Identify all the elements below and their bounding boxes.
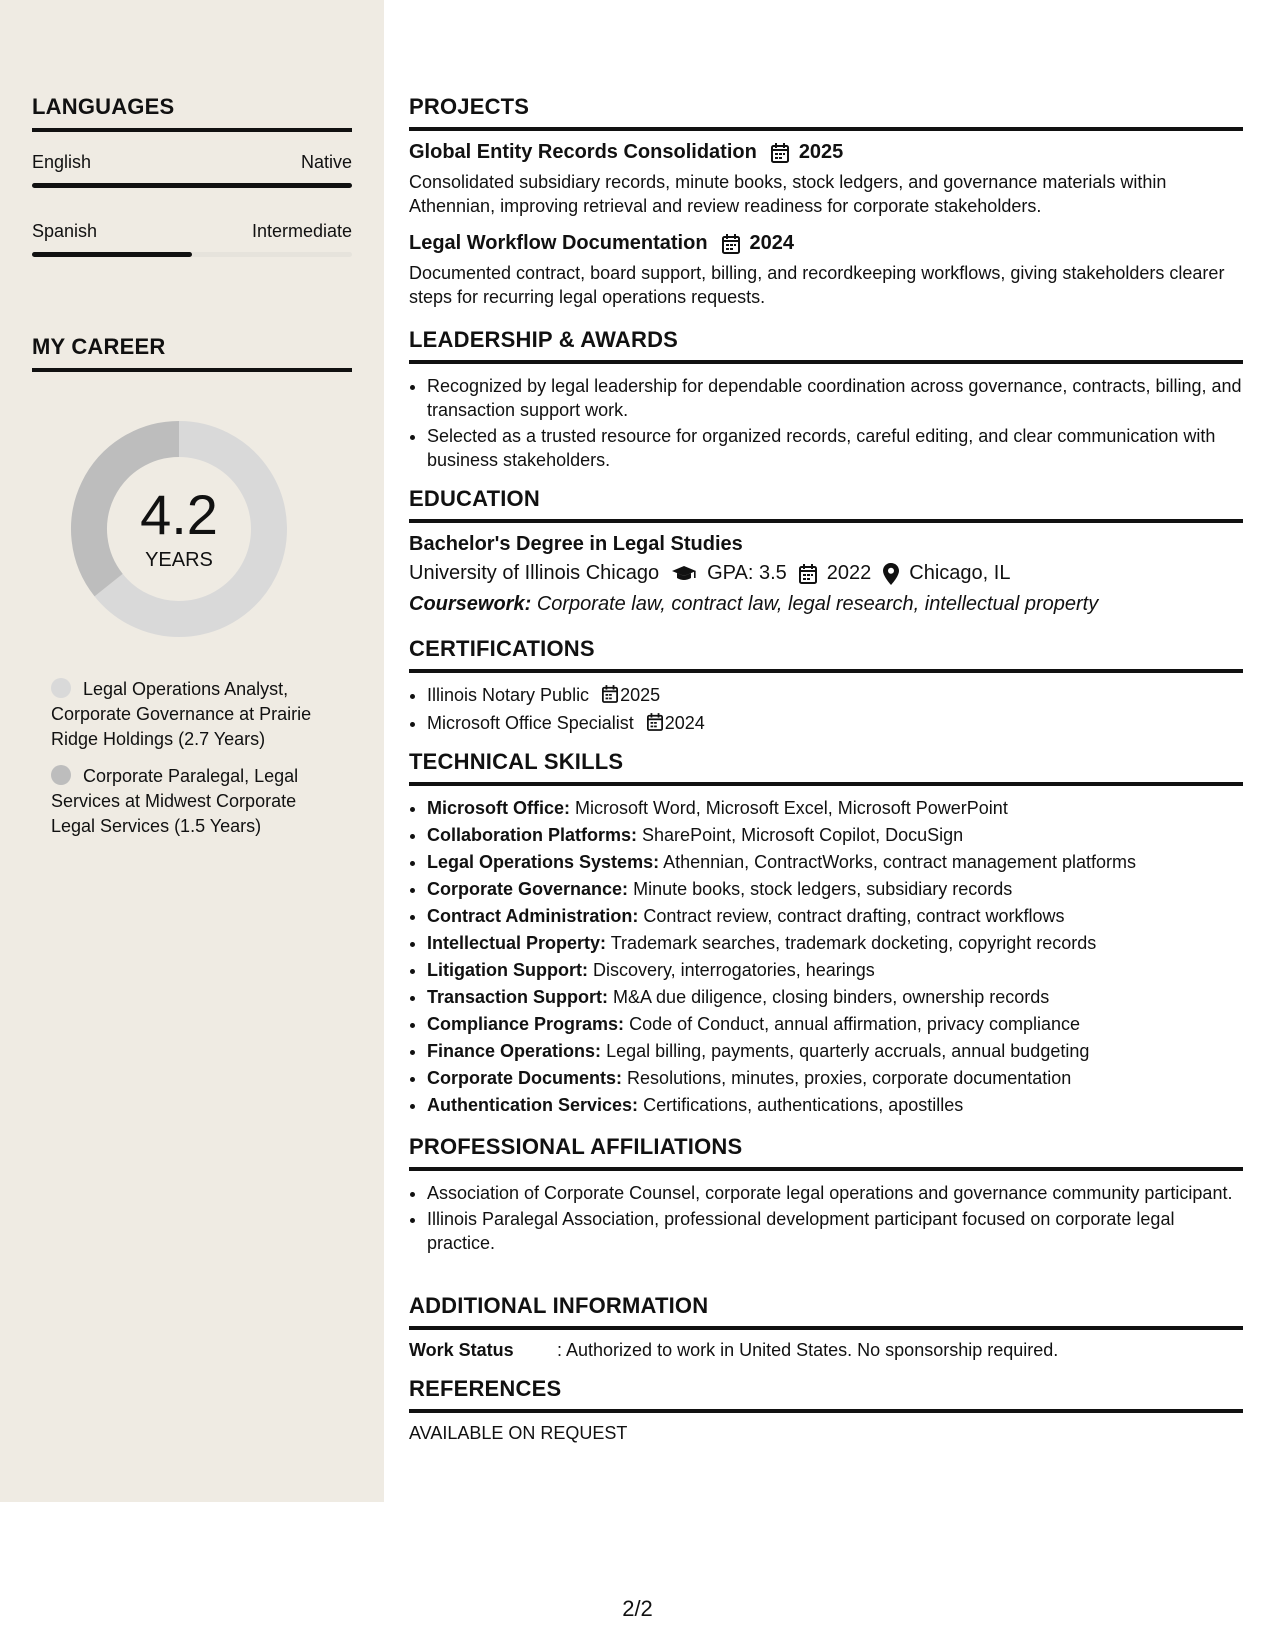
certification-year: 2024 bbox=[664, 713, 705, 733]
language-bar bbox=[32, 252, 352, 257]
location: Chicago, IL bbox=[909, 562, 1011, 584]
language-bar bbox=[32, 183, 352, 188]
language-item bbox=[32, 221, 352, 257]
skill-value: Contract review, contract drafting, contract workflows bbox=[643, 906, 1065, 926]
skill-label: Corporate Documents: bbox=[427, 1068, 623, 1088]
gpa: GPA: 3.5 bbox=[707, 562, 787, 584]
skill-label: Finance Operations: bbox=[427, 1041, 602, 1061]
career-item-text: Legal Operations Analyst, Corporate Governance at Prairie Ridge Holdings (2.7 Years) bbox=[51, 679, 312, 749]
location-pin-icon bbox=[883, 563, 899, 585]
skill-item bbox=[427, 850, 1243, 875]
list-item: • Selected as a trusted resource for organized records, careful editing, and clear communication with business stakeholders. bbox=[427, 424, 1243, 472]
project-description: Documented contract, board support, billing, and recordkeeping workflows, giving stakeholders clearer steps for recurring legal operations requests. bbox=[409, 263, 1225, 307]
affiliations-section bbox=[409, 1134, 1243, 1257]
calendar-icon bbox=[799, 564, 817, 584]
education-details bbox=[409, 562, 1243, 585]
work-status-row bbox=[409, 1340, 1243, 1361]
calendar-icon bbox=[602, 685, 618, 703]
graduation-year: 2022 bbox=[826, 562, 872, 584]
skill-value: Minute books, stock ledgers, subsidiary records bbox=[633, 879, 1013, 899]
skill-label: Legal Operations Systems: bbox=[427, 852, 660, 872]
skill-label: Intellectual Property: bbox=[427, 933, 607, 953]
skill-value: Microsoft Word, Microsoft Excel, Microsoft PowerPoint bbox=[575, 798, 1008, 818]
skill-value: Code of Conduct, annual affirmation, privacy compliance bbox=[629, 1014, 1080, 1034]
skills-list bbox=[409, 796, 1243, 1118]
certification-item bbox=[427, 683, 1243, 707]
skill-value: Legal billing, payments, quarterly accruals, annual budgeting bbox=[606, 1041, 1090, 1061]
section-heading: TECHNICAL SKILLS bbox=[409, 749, 1243, 786]
references-section bbox=[409, 1376, 1243, 1444]
section-heading: ADDITIONAL INFORMATION bbox=[409, 1293, 1243, 1330]
skill-item bbox=[427, 958, 1243, 983]
career-heading: MY CAREER bbox=[32, 334, 352, 372]
career-donut-chart bbox=[66, 416, 292, 642]
certification-year: 2025 bbox=[620, 685, 661, 705]
skill-value: Certifications, authentications, apostilles bbox=[643, 1095, 964, 1115]
section-heading: PROFESSIONAL AFFILIATIONS bbox=[409, 1134, 1243, 1171]
list-item: • Illinois Paralegal Association, professional development participant focused on corporate legal practice. bbox=[427, 1207, 1243, 1255]
skill-label: Collaboration Platforms: bbox=[427, 825, 638, 845]
section-heading: PROJECTS bbox=[409, 94, 1243, 131]
career-years-label: YEARS bbox=[145, 549, 213, 571]
project-name: Global Entity Records Consolidation bbox=[409, 141, 757, 163]
calendar-icon bbox=[722, 234, 740, 254]
skill-item bbox=[427, 796, 1243, 821]
skill-label: Transaction Support: bbox=[427, 987, 609, 1007]
skill-item bbox=[427, 823, 1243, 848]
skill-item bbox=[427, 1012, 1243, 1037]
calendar-icon bbox=[647, 713, 663, 731]
work-status-label: Work Status bbox=[409, 1340, 514, 1360]
career-years-value: 4.2 bbox=[140, 483, 218, 546]
career-item bbox=[51, 764, 341, 839]
languages-heading: LANGUAGES bbox=[32, 94, 352, 132]
project-description: Consolidated subsidiary records, minute books, stock ledgers, and governance materials within Athennian, improving retrieval and review readiness for corporate stakeholders. bbox=[409, 172, 1167, 216]
technical-skills-section bbox=[409, 749, 1243, 1120]
coursework-label: Coursework: bbox=[409, 593, 532, 615]
career-list bbox=[51, 677, 341, 851]
skill-label: Litigation Support: bbox=[427, 960, 588, 980]
skill-value: Trademark searches, trademark docketing, copyright records bbox=[610, 933, 1097, 953]
skill-value: SharePoint, Microsoft Copilot, DocuSign bbox=[642, 825, 964, 845]
skill-item bbox=[427, 1093, 1243, 1118]
certification-name: Microsoft Office Specialist bbox=[427, 713, 634, 733]
certifications-section bbox=[409, 636, 1243, 737]
project-year: 2024 bbox=[749, 232, 795, 254]
list-item: • Association of Corporate Counsel, corporate legal operations and governance community participant. bbox=[427, 1181, 1243, 1205]
skill-value: Resolutions, minutes, proxies, corporate documentation bbox=[627, 1068, 1072, 1088]
page-number: 2/2 bbox=[622, 1596, 653, 1621]
coursework-text: Corporate law, contract law, legal research, intellectual property bbox=[536, 593, 1099, 615]
skill-label: Authentication Services: bbox=[427, 1095, 639, 1115]
language-bar-fill bbox=[32, 252, 192, 257]
skill-label: Compliance Programs: bbox=[427, 1014, 625, 1034]
projects-section bbox=[409, 94, 1243, 309]
section-heading: REFERENCES bbox=[409, 1376, 1243, 1413]
skill-item bbox=[427, 985, 1243, 1010]
graduation-cap-icon bbox=[671, 565, 697, 583]
skill-value: M&A due diligence, closing binders, ownership records bbox=[613, 987, 1050, 1007]
certification-name: Illinois Notary Public bbox=[427, 685, 590, 705]
section-heading: LEADERSHIP & AWARDS bbox=[409, 327, 1243, 364]
coursework bbox=[409, 593, 1243, 616]
section-heading: CERTIFICATIONS bbox=[409, 636, 1243, 673]
section-heading: EDUCATION bbox=[409, 486, 1243, 523]
skill-label: Contract Administration: bbox=[427, 906, 639, 926]
project-title bbox=[409, 232, 1243, 255]
career-dot bbox=[51, 765, 71, 785]
language-item bbox=[32, 152, 352, 188]
language-level: Intermediate bbox=[251, 221, 352, 241]
school-name: University of Illinois Chicago bbox=[409, 562, 660, 584]
references-text: AVAILABLE ON REQUEST bbox=[409, 1423, 628, 1443]
language-level: Native bbox=[300, 152, 352, 172]
language-name: Spanish bbox=[32, 221, 98, 241]
career-item-text: Corporate Paralegal, Legal Services at Midwest Corporate Legal Services (1.5 Years) bbox=[51, 766, 299, 836]
skill-value: Athennian, ContractWorks, contract management platforms bbox=[663, 852, 1136, 872]
skill-item bbox=[427, 1039, 1243, 1064]
language-name: English bbox=[32, 152, 92, 172]
skill-item bbox=[427, 904, 1243, 929]
skill-item bbox=[427, 877, 1243, 902]
education-section bbox=[409, 486, 1243, 616]
skill-label: Microsoft Office: bbox=[427, 798, 571, 818]
leadership-section bbox=[409, 327, 1243, 474]
career-item bbox=[51, 677, 341, 752]
degree-title: Bachelor's Degree in Legal Studies bbox=[409, 533, 743, 555]
list-item: • Recognized by legal leadership for dependable coordination across governance, contracts, billing, and transaction support work. bbox=[427, 374, 1243, 422]
project-year: 2025 bbox=[798, 141, 844, 163]
work-status-value: : Authorized to work in United States. No sponsorship required. bbox=[557, 1340, 1059, 1360]
skill-item bbox=[427, 1066, 1243, 1091]
skill-value: Discovery, interrogatories, hearings bbox=[592, 960, 875, 980]
certification-item bbox=[427, 711, 1243, 735]
calendar-icon bbox=[771, 143, 789, 163]
skill-label: Corporate Governance: bbox=[427, 879, 629, 899]
sidebar bbox=[0, 0, 384, 1502]
additional-information-section bbox=[409, 1293, 1243, 1361]
project-name: Legal Workflow Documentation bbox=[409, 232, 708, 254]
language-bar-fill bbox=[32, 183, 352, 188]
project-title bbox=[409, 141, 1243, 164]
career-dot bbox=[51, 678, 71, 698]
skill-item bbox=[427, 931, 1243, 956]
